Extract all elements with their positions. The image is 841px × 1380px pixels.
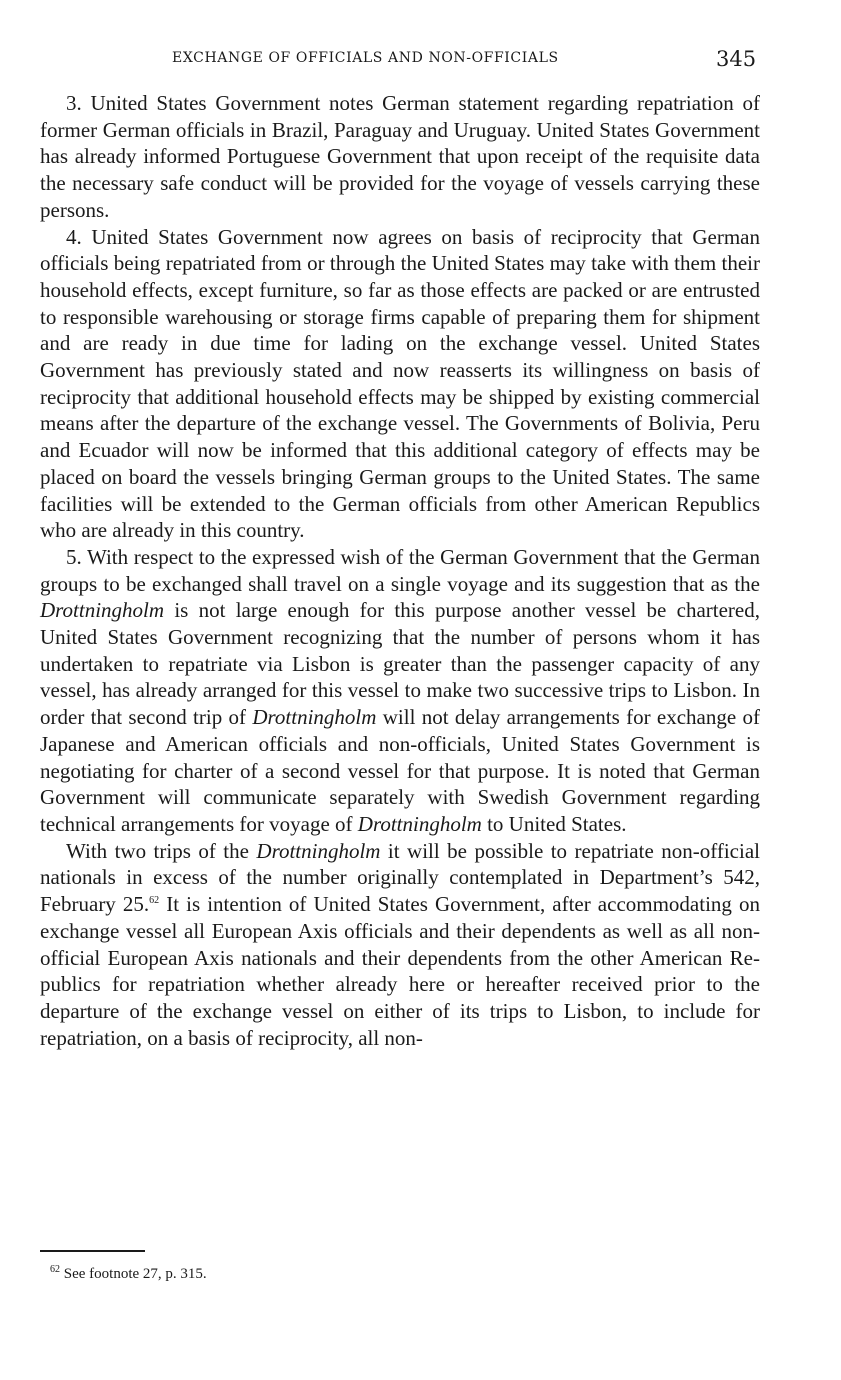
paragraph-5 xyxy=(40,544,760,838)
vessel-name-italic: Drottningholm xyxy=(357,811,482,836)
footnote-reference: 62 xyxy=(149,895,160,907)
paragraph-6-text-1: With two trips of the xyxy=(66,838,257,863)
body-text xyxy=(40,90,760,1051)
paragraph-5-text-4: to United States. xyxy=(481,811,627,836)
paragraph-5-text-3: will not delay arrangements for exchange of Japanese and American officials and non-officials, United States Government is negotiating for charter of a second vessel for that purpose. It is noted that German Government will communicate separately with Swedish Government regarding technical arrangements for voyage of xyxy=(40,705,760,836)
footnote xyxy=(50,1266,207,1283)
footnote-marker: 62 xyxy=(50,1264,60,1275)
paragraph-3: 3. United States Government notes German statement regarding repatriation of former German officials in Brazil, Paraguay and Uruguay. United States Government has already informed Portuguese Government that upon receipt of the requisite data the necessary safe conduct will be provided for the voyage of vessels carrying these persons. xyxy=(40,91,760,222)
vessel-name-italic: Drottningholm xyxy=(40,598,165,623)
paragraph-6-text-2: it will be possible to repatriate non-official nationals in excess of the number originally contemplated in Department’s 542, February 25. xyxy=(40,838,760,917)
footnote-text: See footnote 27, p. 315. xyxy=(60,1266,207,1282)
vessel-name-italic: Drottningholm xyxy=(256,838,381,863)
paragraph-6 xyxy=(40,838,760,1052)
running-title: EXCHANGE OF OFFICIALS AND NON-OFFICIALS xyxy=(172,50,559,66)
paragraph-5-text-2: is not large enough for this purpose another vessel be chartered, United States Government recognizing that the number of persons whom it has undertaken to repatriate via Lisbon is greater than the passenger capacity of any vessel, has already arranged for this vessel to make two successive trips to Lisbon. In order that second trip of xyxy=(40,598,760,730)
paragraph-5-text-1: 5. With respect to the expressed wish of the German Government that the German groups to be exchanged shall travel on a single voyage and its suggestion that as the xyxy=(40,544,760,596)
footnote-divider xyxy=(40,1250,145,1252)
paragraph-6-text-3: It is intention of United States Government, after accommodating on exchange vessel all European Axis officials and their dependents as well as all non-official European Axis nationals and their dependents from the other American Republics for repatriation whether already here or hereafter received prior to the departure of the exchange vessel on either of its trips to Lisbon, to include for repatriation, on a basis of reciprocity, all non- xyxy=(40,892,760,1050)
paragraph-4: 4. United States Government now agrees on basis of reciprocity that German officials being repatriated from or through the United States may take with them their household effects, except furniture, so far as those effects are packed or are entrusted to responsible warehousing or storage firms capable of preparing them for shipment and are ready in due time for lading on the exchange vessel. United States Government has previously stated and now reasserts its willingness on basis of reciprocity that additional household effects may be shipped by existing commercial means after the departure of the exchange vessel. The Governments of Bolivia, Peru and Ecuador will now be informed that this additional category of effects may be placed on board the vessels bringing German groups to the United States. The same facilities will be extended to the German officials from other American Republics who are already in this country. xyxy=(40,224,760,543)
vessel-name-italic: Drottningholm xyxy=(252,705,377,730)
page-number: 345 xyxy=(716,47,757,71)
